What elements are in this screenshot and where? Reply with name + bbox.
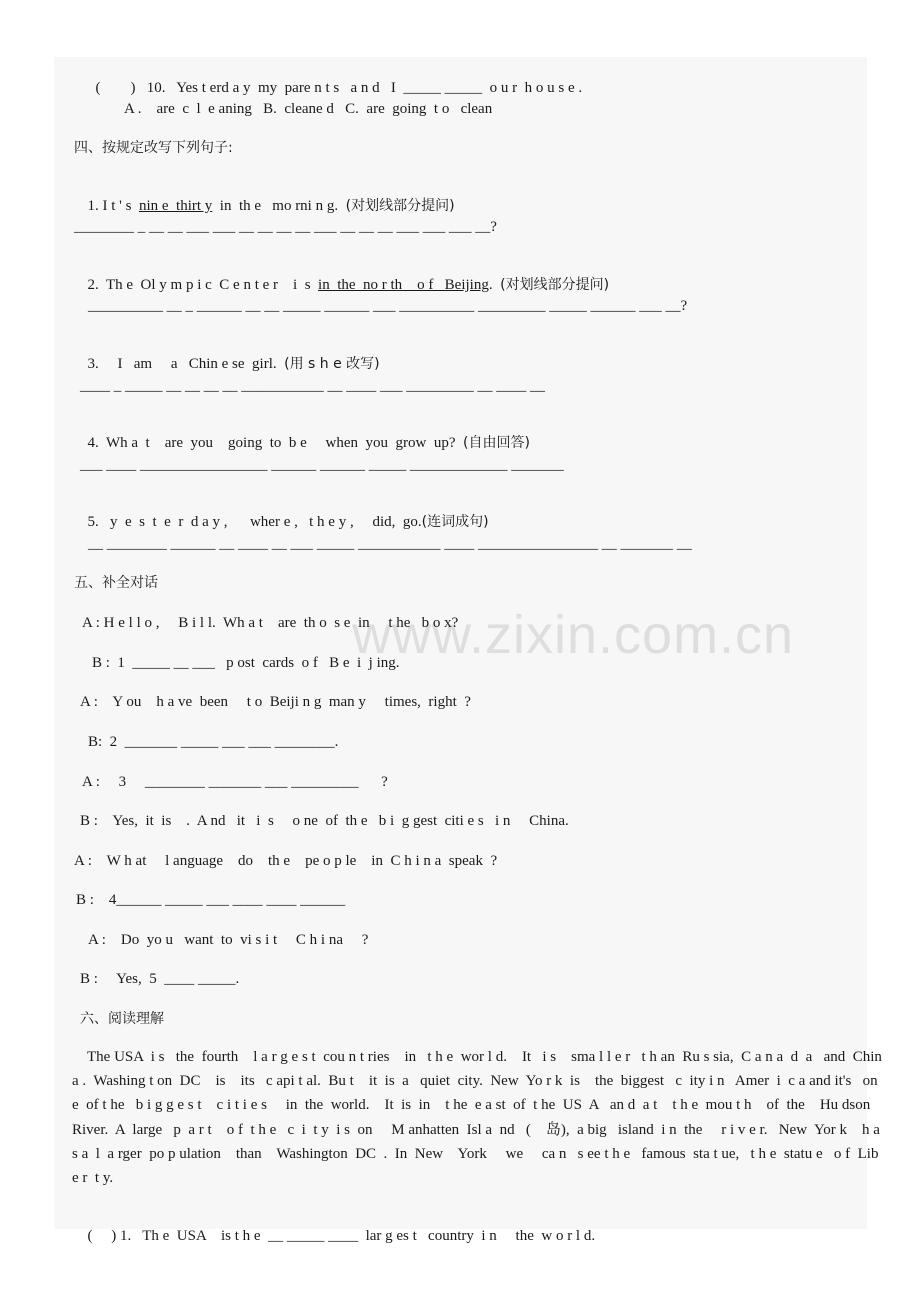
dialogue-line: B: 2 _______ _____ ___ ___ ________. [88, 734, 339, 750]
section-6-heading: 六、阅读理解 [80, 1011, 164, 1027]
answer-line-4: ___ ____ _________________ ______ ______ _____ _____________ _______ [80, 457, 564, 473]
item-instruction: (用 s h e 改写) [284, 356, 380, 372]
dialogue-line: A : Do yo u want to vi s i t C h i na ? [88, 932, 369, 948]
item-text-end: in th e mo rni n g. [212, 198, 346, 214]
section-4-heading: 四、按规定改写下列句子: [74, 140, 233, 156]
answer-blank: __ _____ ____ [268, 1228, 359, 1244]
item-text: 5. y e s t e r d a y , wher e , t h e y , did, go. [87, 514, 422, 530]
dialogue-line: B : 1 _____ __ ___ p ost cards o f B e i j ing. [92, 655, 400, 671]
item-instruction: (对划线部分提问) [345, 198, 455, 214]
dialogue-line: A : 3 ________ _______ ___ _________ ? [82, 774, 388, 790]
item-instruction: (连词成句) [421, 514, 489, 530]
rewrite-item-2 [80, 258, 609, 294]
rewrite-item-3 [80, 337, 380, 373]
item-text: 4. Wh a t are you going to b e when you grow up? [87, 435, 463, 451]
question-text: 1. Th e USA is t h e [116, 1228, 269, 1244]
item-instruction: (对划线部分提问) [500, 277, 610, 293]
item-instruction: (自由回答) [463, 435, 530, 451]
item-text: 2. Th e Ol y m p i c C e n t e r i s [87, 277, 319, 293]
answer-line-3: ____ _ _____ __ __ __ __ ___________ __ ____ ___ _________ __ ____ __ [80, 378, 545, 394]
dialogue-line: B : Yes, it is . A nd it i s o ne of th e b i g gest citi e s i n China. [80, 813, 569, 829]
underlined-part: nin e thirt y [138, 198, 213, 214]
dialogue-line: B : 4______ _____ ___ ____ ____ ______ [76, 892, 346, 908]
question-tail: o u r h o u s e . [482, 80, 583, 96]
question-10 [88, 61, 582, 97]
question-10-options: A . are c l e aning B. cleane d C. are going t o clean [124, 101, 493, 117]
item-text: 3. I am a Chin e se girl. [87, 356, 285, 372]
watermark: www.zixin.com.cn [352, 605, 795, 665]
answer-line-1: ________ _ __ __ ___ ___ __ __ __ __ ___ __ __ __ ___ ___ ___ __? [74, 219, 497, 235]
item-text: 1. I t ' s [87, 198, 139, 214]
answer-paren: ( ) [95, 80, 136, 96]
dialogue-line: A : H e l l o , B i l l. Wh a t are th o s e in t he b o x? [82, 615, 459, 631]
dialogue-line: A : W h at l anguage do th e pe o p le in C h i n a speak ? [74, 853, 498, 869]
item-text-end: . [488, 277, 501, 293]
answer-line-2: __________ __ _ ______ __ __ _____ ______ ___ __________ _________ _____ ______ ___ __? [88, 298, 688, 314]
rewrite-item-5 [80, 495, 489, 531]
answer-paren: ( ) [87, 1228, 117, 1244]
answer-line-5: __ ________ ______ __ ____ __ ___ _____ ___________ ____ ________________ __ _______ __ [88, 536, 692, 552]
question-text: 10. Yes t erd a y my pare n t s a n d I [146, 80, 396, 96]
dialogue-line: B : Yes, 5 ____ _____. [80, 971, 240, 987]
reading-passage: The USA i s the fourth l a r g e s t cou n t ries in t h e wor l d. It i s sma l l e r t h an Ru s sia, C a n a d a and Chin a . Washing t on DC is its c api t al. Bu t it is a quiet city. New Yo r k is the biggest c ity i n Amer i c a and it's one of t he b i g g e s t c i t i e s in the world. It is in t he e a st of t he US A an d a t t h e mou t h of the Hu dson River. A large p a r t o f t h e c i t y i s on M anhatten Isl a nd ( 岛), a big island i n the r i v e r. New Yor k h a s a l a rger po p ulation than Washington DC . In New York we ca n s ee t h e famous sta t ue, t h e statu e o f Libe r t y. [72, 1049, 886, 1187]
rewrite-item-1 [80, 179, 455, 215]
section-5-heading: 五、补全对话 [74, 575, 158, 591]
reading-question-1 [80, 1209, 595, 1245]
dialogue-line: A : Y ou h a ve been t o Beiji n g man y times, right ? [80, 694, 471, 710]
answer-blank: _____ _____ [403, 80, 483, 96]
underlined-part: in the no r th o f Beijing [318, 277, 489, 293]
rewrite-item-4 [80, 416, 530, 452]
question-tail: lar g es t country i n the w o r l d. [358, 1228, 596, 1244]
